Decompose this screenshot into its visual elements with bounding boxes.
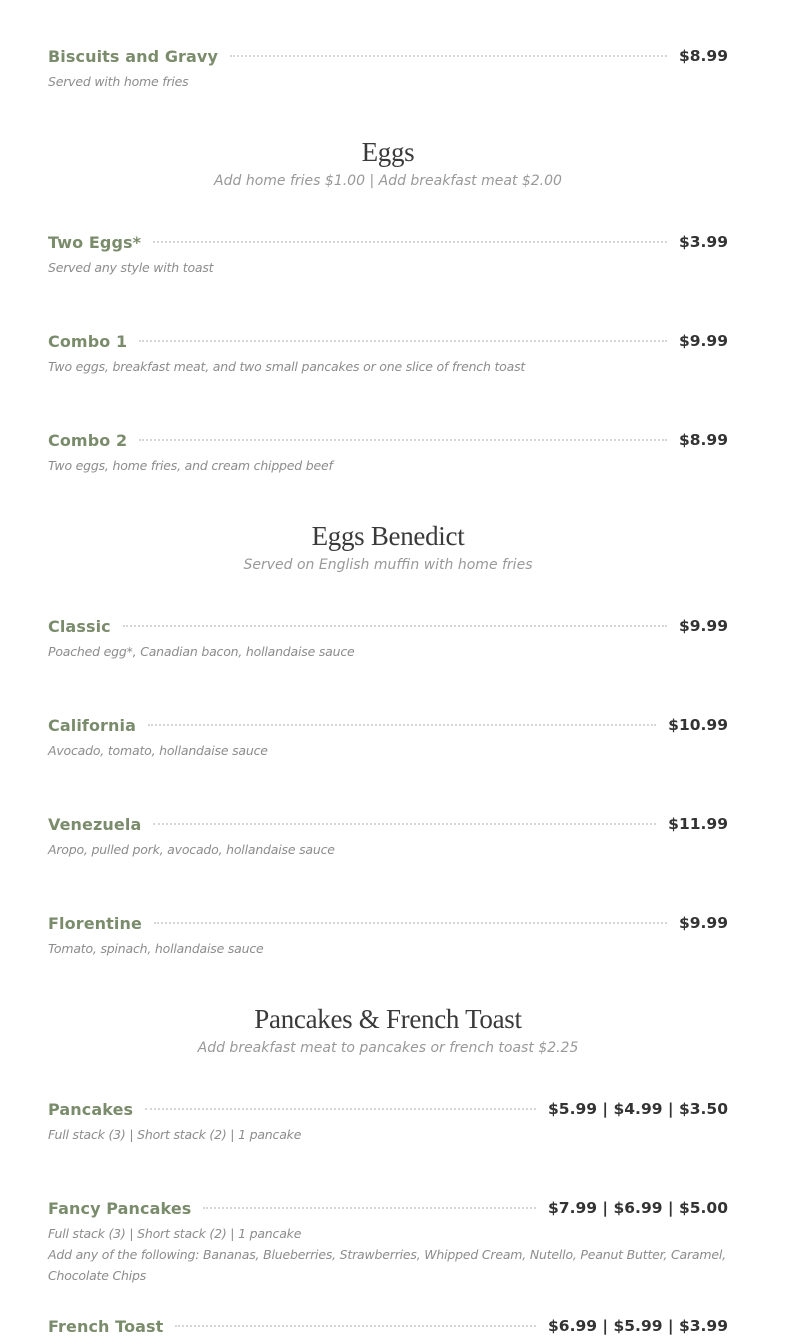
dot-leader [153, 823, 656, 825]
item-name: Fancy Pancakes [48, 1198, 192, 1218]
item-description: Two eggs, breakfast meat, and two small pancakes or one slice of french toast [48, 359, 526, 374]
item-price: $5.99 | $4.99 | $3.50 [548, 1100, 728, 1118]
menu-item [48, 614, 728, 662]
item-name: Classic [48, 616, 111, 636]
item-description: Two eggs, home fries, and cream chipped beef [48, 458, 333, 473]
section-title: Eggs Benedict [311, 521, 465, 551]
section-subtitle: Add home fries $1.00 | Add breakfast meat $2.00 [214, 173, 562, 189]
item-name: Combo 1 [48, 331, 128, 351]
dot-leader [154, 922, 667, 924]
dot-leader [230, 55, 667, 57]
item-price: $3.99 [678, 233, 728, 251]
item-description: Served any style with toast [48, 260, 214, 275]
menu-item [48, 428, 728, 476]
item-price: $11.99 [668, 815, 728, 833]
menu-item [48, 1196, 728, 1286]
menu-item [48, 329, 728, 377]
item-price: $9.99 [678, 332, 728, 350]
item-description: Aropo, pulled pork, avocado, hollandaise sauce [48, 842, 335, 857]
item-name: Combo 2 [48, 430, 128, 450]
item-description: Full stack (3) | Short stack (2) | 1 pancake [48, 1226, 302, 1241]
item-price: $8.99 [678, 431, 728, 449]
item-description: Served with home fries [48, 74, 189, 89]
dot-leader [139, 340, 667, 342]
item-description: Full stack (3) | Short stack (2) | 1 pancake [48, 1127, 302, 1142]
item-price: $9.99 [678, 914, 728, 932]
menu-item [48, 1314, 728, 1338]
dot-leader [123, 625, 667, 627]
item-description-extra: Add any of the following: Bananas, Blueberries, Strawberries, Whipped Cream, Nutello, Peanut Butter, Caramel, Chocolate Chips [48, 1247, 726, 1283]
menu-item [48, 812, 728, 860]
item-name: Biscuits and Gravy [48, 46, 218, 66]
item-price: $9.99 [678, 617, 728, 635]
section-header-eggs [48, 136, 728, 192]
item-price: $8.99 [678, 47, 728, 65]
dot-leader [175, 1325, 536, 1327]
item-name: French Toast [48, 1316, 164, 1336]
item-price: $6.99 | $5.99 | $3.99 [548, 1317, 728, 1335]
item-name: California [48, 715, 137, 735]
item-name: Two Eggs* [48, 232, 142, 252]
section-subtitle: Served on English muffin with home fries [243, 557, 533, 573]
section-header-pancakes [48, 1003, 728, 1059]
dot-leader [153, 241, 667, 243]
menu-item [48, 911, 728, 959]
menu-item [48, 230, 728, 278]
item-name: Pancakes [48, 1099, 134, 1119]
menu-item [48, 44, 728, 92]
item-price: $7.99 | $6.99 | $5.00 [548, 1199, 728, 1217]
item-description: Tomato, spinach, hollandaise sauce [48, 941, 264, 956]
dot-leader [145, 1108, 536, 1110]
section-header-eggs-benedict [48, 520, 728, 576]
dot-leader [139, 439, 667, 441]
item-description: Poached egg*, Canadian bacon, hollandaise sauce [48, 644, 355, 659]
item-name: Florentine [48, 913, 142, 933]
section-title: Pancakes & French Toast [254, 1004, 522, 1034]
dot-leader [203, 1207, 536, 1209]
item-name: Venezuela [48, 814, 142, 834]
menu-item [48, 1097, 728, 1145]
item-description: Avocado, tomato, hollandaise sauce [48, 743, 268, 758]
dot-leader [148, 724, 656, 726]
item-price: $10.99 [668, 716, 728, 734]
section-subtitle: Add breakfast meat to pancakes or french toast $2.25 [197, 1040, 579, 1056]
section-title: Eggs [361, 137, 415, 167]
menu-item [48, 713, 728, 761]
menu [48, 0, 728, 1338]
